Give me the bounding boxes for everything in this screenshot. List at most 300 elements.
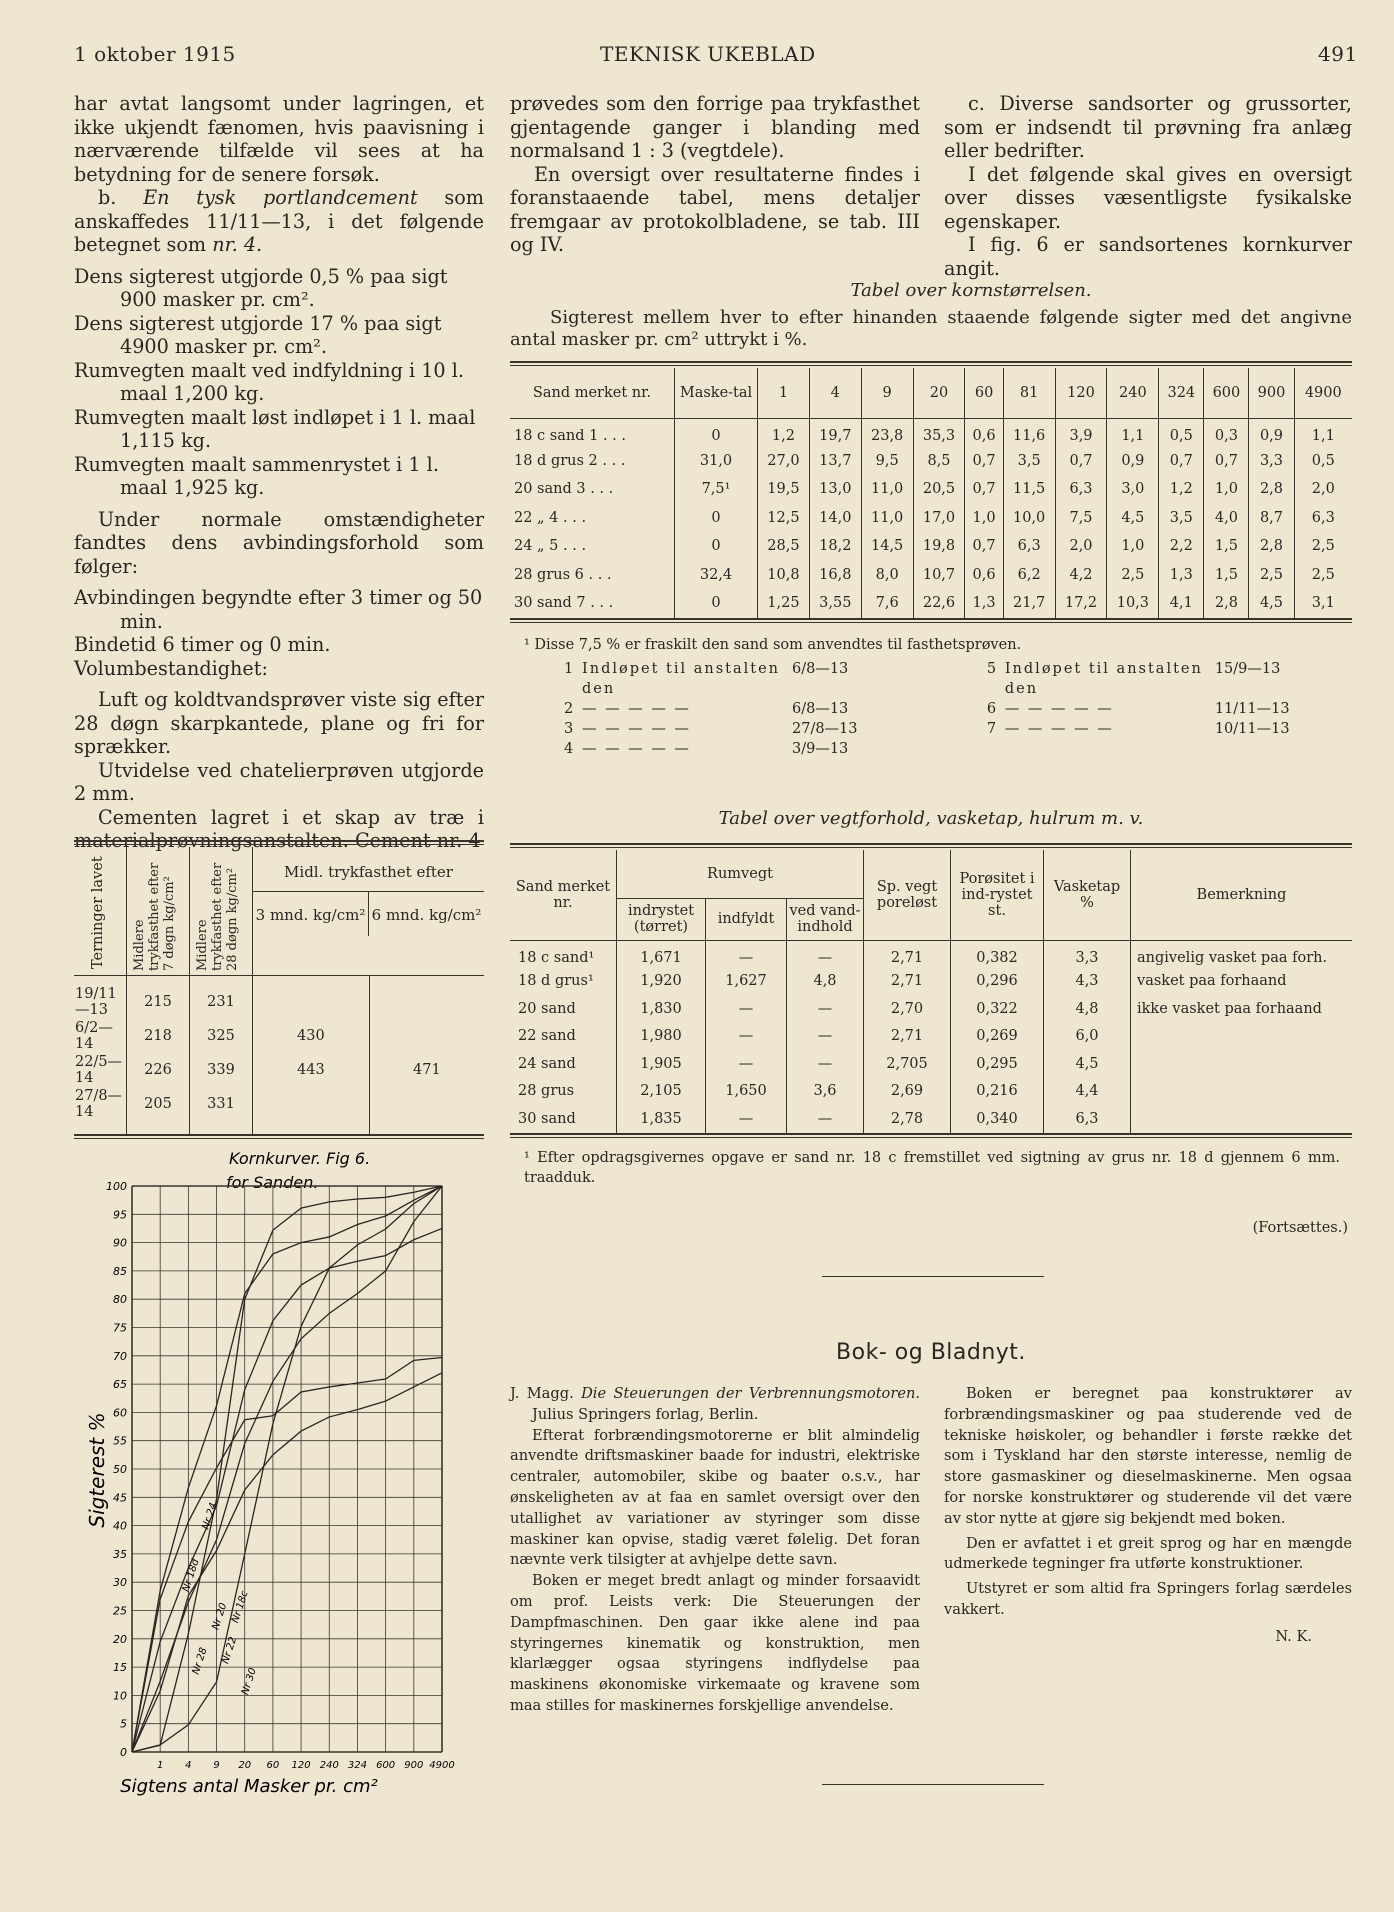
- table-cell: 4,2: [1055, 561, 1107, 590]
- table-cell: 2,69: [864, 1078, 951, 1106]
- table-cell: 325: [190, 1019, 253, 1053]
- table-cell: 1,830: [617, 995, 706, 1023]
- table-cell: 22 sand: [510, 1023, 617, 1051]
- col1-line: Dens sigterest utgjorde 0,5 % paa sigt 900 masker pr. cm².: [74, 264, 448, 311]
- table-cell: 28,5: [758, 532, 810, 561]
- series-label: Nr 18d: [180, 1557, 202, 1594]
- header-sieve: 60: [965, 368, 1003, 418]
- bok-paragraph: Utstyret er som altid fra Springers forlag særdeles vakkert.: [944, 1580, 1352, 1618]
- table-row: [510, 475, 1352, 504]
- table-cell: 2,8: [1249, 475, 1294, 504]
- col1-line: Rumvegten maalt sammenrystet i 1 l. maal 1,925 kg.: [74, 452, 439, 499]
- table-cell: 0,340: [951, 1105, 1044, 1133]
- table-cell: 35,3: [913, 418, 965, 447]
- x-tick-label: 324: [347, 1760, 368, 1771]
- grain-table-top-rule: [510, 361, 1352, 366]
- table-cell: 331: [190, 1087, 253, 1134]
- table-cell: 1,0: [1204, 475, 1249, 504]
- x-tick-label: 20: [238, 1760, 252, 1771]
- y-tick-label: 50: [113, 1463, 127, 1476]
- y-tick-label: 30: [113, 1576, 127, 1590]
- table-top-rule: [74, 840, 484, 845]
- table-cell: 11,6: [1003, 418, 1055, 447]
- delivery-num: 4: [564, 740, 574, 757]
- table-cell: 0: [675, 418, 758, 447]
- table-cell: 215: [127, 976, 190, 1019]
- table-cell: 0,7: [965, 475, 1003, 504]
- table-cell: 2,78: [864, 1105, 951, 1133]
- table-cell: 1,3: [1159, 561, 1204, 590]
- item-label: b.: [98, 186, 117, 209]
- table-cell: 7,5: [1055, 504, 1107, 533]
- y-tick-label: 100: [106, 1180, 127, 1193]
- header-sieve: 324: [1159, 368, 1204, 418]
- y-tick-label: 10: [113, 1689, 127, 1703]
- delivery-text: — — — — —: [1004, 700, 1114, 717]
- deliveries: [510, 659, 1352, 759]
- col1-paragraph-5: Utvidelse ved chatelierprøven utgjorde 2 mm.: [74, 758, 484, 805]
- table-cell: 20,5: [913, 475, 965, 504]
- header-maske: Maske-tal: [675, 368, 758, 418]
- delivery-num: 7: [986, 720, 997, 737]
- y-tick-label: 65: [113, 1378, 127, 1392]
- bok-signature: N. K.: [1275, 1627, 1312, 1645]
- x-tick-label: 4: [185, 1760, 192, 1771]
- y-tick-label: 5: [120, 1717, 127, 1731]
- table-cell: 4,8: [787, 968, 864, 996]
- table-cell: 20 sand: [510, 995, 617, 1023]
- table-cell: —: [787, 1105, 864, 1133]
- table-cell: 226: [127, 1053, 190, 1087]
- table-cell: 1,1: [1311, 428, 1335, 444]
- grain-table: [510, 368, 1352, 618]
- table-cell: 11,5: [1003, 475, 1055, 504]
- delivery-date: 3/9—13: [792, 740, 849, 757]
- table-row: [510, 561, 1352, 590]
- delivery-date: 6/8—13: [792, 700, 849, 717]
- table-row: [510, 447, 1352, 476]
- series-label: Nr 18c: [230, 1589, 251, 1625]
- table-cell: 6,3: [1055, 475, 1107, 504]
- table-cell: 4,1: [1159, 589, 1204, 618]
- continued-note: (Fortsættes.): [1252, 1220, 1348, 1236]
- table-cell: 1,905: [617, 1050, 706, 1078]
- bok-author: J. Magg.: [510, 1385, 574, 1402]
- header-sp-vegt: Sp. vegt poreløst: [864, 850, 951, 940]
- delivery-text: — — — — —: [582, 700, 691, 717]
- table-cell: 7,6: [861, 589, 913, 618]
- table-row: [74, 976, 484, 1019]
- weight-table-title: Tabel over vegtforhold, vasketap, hulrum m. v.: [718, 808, 1144, 829]
- header-sieve: 240: [1107, 368, 1159, 418]
- table-cell: —: [787, 1023, 864, 1051]
- table-row: [510, 504, 1352, 533]
- table-cell: 1,627: [706, 968, 787, 996]
- delivery-line: [987, 699, 1352, 719]
- table-cell: 2,71: [864, 968, 951, 996]
- p2-text-2: , i det følgende betegnet som: [74, 209, 484, 256]
- table-cell: 10,0: [1003, 504, 1055, 533]
- page-date: 1 oktober 1915: [74, 42, 236, 66]
- table-row: [510, 1078, 1352, 1106]
- table-cell: 32,4: [675, 561, 758, 590]
- table-cell: 2,705: [864, 1050, 951, 1078]
- delivery-num: 3: [564, 720, 574, 737]
- table-cell: 3,6: [787, 1078, 864, 1106]
- table-cell: —: [706, 940, 787, 968]
- col1-paragraph-4: Luft og koldtvandsprøver viste sig efter 28 døgn skarpkantede, plane og fri for sprækker.: [74, 688, 484, 758]
- cement-number: nr. 4.: [212, 233, 263, 256]
- table-cell: 471: [413, 1061, 441, 1078]
- y-tick-label: 15: [113, 1661, 127, 1675]
- deliveries-left: [510, 659, 987, 759]
- table-cell: angivelig vasket paa forh.: [1137, 949, 1328, 966]
- y-tick-label: 55: [113, 1434, 127, 1448]
- delivery-text: — — — — —: [582, 720, 691, 737]
- table-cell: 0,269: [951, 1023, 1044, 1051]
- row-label: 20 sand 3 . . .: [510, 475, 675, 504]
- divider: [822, 1276, 1044, 1277]
- table-row: [74, 1019, 484, 1053]
- series-label: Nr 30: [239, 1666, 259, 1697]
- strength-table: [74, 840, 484, 1139]
- delivery-text: — — — — —: [1004, 720, 1114, 737]
- col1-line: Volumbestandighet:: [74, 656, 268, 680]
- chart-ylabel: Sigterest %: [85, 1412, 109, 1528]
- table-cell: 2,5: [1249, 561, 1294, 590]
- header-sieve: 120: [1055, 368, 1107, 418]
- table-header-row: [510, 368, 1352, 418]
- chart-subtitle: for Sanden.: [226, 1173, 319, 1192]
- table-cell: 19,5: [758, 475, 810, 504]
- journal-title: TEKNISK UKEBLAD: [600, 42, 816, 66]
- header-rumvegt: Rumvegt: [617, 850, 864, 898]
- grain-table-title: Tabel over kornstørrelsen.: [850, 280, 1092, 301]
- table-cell: 3,0: [1107, 475, 1159, 504]
- table-cell: 0,7: [1204, 447, 1249, 476]
- table-cell: 0: [675, 589, 758, 618]
- table-cell: 6,0: [1044, 1023, 1131, 1051]
- header-terninger: Terninger lavet: [90, 855, 106, 969]
- table-cell: 2,8: [1249, 532, 1294, 561]
- table-cell: 22/5—14: [74, 1053, 127, 1087]
- delivery-date: 15/9—13: [1214, 660, 1281, 677]
- table-cell: 2,71: [864, 940, 951, 968]
- col2-paragraph-2: En oversigt over resultaterne findes i foranstaaende tabel, mens detaljer fremgaar av protokolbladene, se tab. III og IV.: [510, 162, 920, 256]
- bok-citation: [510, 1384, 920, 1426]
- grain-table-bottom-rule: [510, 618, 1352, 623]
- table-cell: 1,920: [617, 968, 706, 996]
- table-cell: 4,0: [1204, 504, 1249, 533]
- bok-right-column: [944, 1384, 1352, 1648]
- delivery-line: [564, 659, 987, 699]
- column-2: [510, 92, 920, 257]
- table-cell: 1,1: [1107, 418, 1159, 447]
- table-cell: 27/8—14: [74, 1087, 127, 1134]
- delivery-line: [564, 739, 987, 759]
- table-cell: 28 grus: [510, 1078, 617, 1106]
- header-cell: [190, 847, 253, 975]
- table-cell: [253, 976, 370, 1019]
- delivery-num: 6: [986, 700, 997, 717]
- table-cell: 8,0: [861, 561, 913, 590]
- table-row: [510, 418, 1352, 447]
- table-cell: 218: [127, 1019, 190, 1053]
- table-cell: 4,3: [1044, 968, 1131, 996]
- header-sieve: 1: [758, 368, 810, 418]
- header-6-mnd: 6 mnd. kg/cm²: [371, 906, 482, 924]
- y-tick-label: 90: [113, 1236, 127, 1250]
- table-row: [510, 532, 1352, 561]
- col1-paragraph-1: har avtat langsomt under lagringen, et ikke ukjendt fænomen, hvis paavisning i nærværende tilfælde vil sees at ha betydning for de senere forsøk.: [74, 92, 484, 186]
- table-cell: 0: [675, 532, 758, 561]
- table-cell: 3,3: [1249, 447, 1294, 476]
- table-cell: —: [787, 1050, 864, 1078]
- row-label: 18 c sand 1 . . .: [510, 418, 675, 447]
- y-tick-label: 20: [113, 1632, 127, 1646]
- table-cell: 0,9: [1249, 418, 1294, 447]
- table-cell: 3,5: [1003, 447, 1055, 476]
- y-tick-label: 35: [113, 1547, 127, 1561]
- header-ved-vand: ved vand-indhold: [787, 898, 864, 940]
- y-tick-label: 75: [113, 1321, 127, 1335]
- table-cell: 3,5: [1159, 504, 1204, 533]
- table-cell: 4,4: [1044, 1078, 1131, 1106]
- table-cell: 0,7: [965, 532, 1003, 561]
- series-label: Nr 24: [200, 1501, 220, 1532]
- table-cell: —: [706, 1023, 787, 1051]
- col1-line: Bindetid 6 timer og 0 min.: [74, 633, 331, 656]
- chart-xlabel: Sigtens antal Masker pr. cm²: [120, 1776, 378, 1797]
- header-sieve: 4900: [1294, 368, 1352, 418]
- table-cell: 1,0: [965, 504, 1003, 533]
- x-tick-label: 900: [404, 1760, 424, 1771]
- table-cell: 0,6: [965, 561, 1003, 590]
- header-7-dogn: Midlere trykfasthet efter 7 døgn kg/cm²: [132, 862, 177, 971]
- row-label: 18 d grus 2 . . .: [510, 447, 675, 476]
- delivery-line: [987, 719, 1352, 739]
- col1-line: Rumvegten maalt ved indfyldning i 10 l. maal 1,200 kg.: [74, 358, 464, 405]
- table-cell: 18,2: [809, 532, 861, 561]
- table-cell: ikke vasket paa forhaand: [1137, 1000, 1322, 1017]
- x-tick-label: 600: [376, 1760, 396, 1771]
- table-row: [510, 968, 1352, 996]
- delivery-line: [564, 699, 987, 719]
- table-cell: 2,0: [1311, 481, 1335, 498]
- col2-paragraph-1: prøvedes som den forrige paa trykfasthet gjentagende ganger i blanding med normalsand 1 : 3 (vegtdele).: [510, 92, 920, 162]
- series-line: [132, 1357, 442, 1752]
- table-cell: vasket paa forhaand: [1137, 973, 1287, 990]
- table-cell: [369, 1019, 484, 1053]
- table-cell: 0: [675, 504, 758, 533]
- table-cell: 2,5: [1107, 561, 1159, 590]
- grain-table-intro: Sigterest mellem hver to efter hinanden staaende følgende sigter med det angivne antal masker pr. cm² uttrykt i %.: [510, 307, 1352, 350]
- table-cell: 11,0: [861, 504, 913, 533]
- table-cell: 3,9: [1055, 418, 1107, 447]
- delivery-line: [987, 659, 1352, 699]
- table-cell: 22,6: [913, 589, 965, 618]
- bok-heading: Bok- og Bladnyt.: [836, 1340, 1026, 1365]
- table-cell: 443: [253, 1053, 370, 1087]
- table-cell: 3,1: [1311, 595, 1335, 612]
- table-cell: 31,0: [675, 447, 758, 476]
- table-cell: 1,5: [1204, 532, 1249, 561]
- delivery-num: 2: [564, 700, 574, 717]
- table-cell: 2,70: [864, 995, 951, 1023]
- table-cell: 4,8: [1044, 995, 1131, 1023]
- table-cell: 17,2: [1055, 589, 1107, 618]
- table-cell: 0,322: [951, 995, 1044, 1023]
- table-cell: 1,980: [617, 1023, 706, 1051]
- grain-table-section: [510, 280, 1352, 759]
- chart-title: Kornkurver. Fig 6.: [229, 1149, 371, 1168]
- header-3-mnd: 3 mnd. kg/cm²: [253, 892, 369, 936]
- table-cell: 1,3: [965, 589, 1003, 618]
- bok-paragraph: Boken er meget bredt anlagt og minder forsaavidt om prof. Leists verk: Die Steuerungen der Dampfmaschinen. Den gaar ikke alene ind paa styringernes kinematik og konstruktion, men klarlægger ogsaa styringens indflydelse paa maskinens økonomiske virkemaate og kravene som maa stilles for maskinernes forskjellige anvendelse.: [510, 1572, 920, 1714]
- table-cell: 17,0: [913, 504, 965, 533]
- table-cell: [1131, 1105, 1353, 1133]
- delivery-date: 10/11—13: [1214, 720, 1290, 737]
- chart-grid: [106, 1180, 455, 1771]
- col1-paragraph-3: Under normale omstændigheter fandtes dens avbindingsforhold som følger:: [74, 507, 484, 578]
- table-cell: 1,25: [758, 589, 810, 618]
- table-cell: 1,671: [617, 940, 706, 968]
- delivery-text: Indløpet til anstalten den: [582, 660, 781, 697]
- table-cell: —: [787, 995, 864, 1023]
- delivery-line: [564, 719, 987, 739]
- header-indrystet: indrystet (tørret): [617, 898, 706, 940]
- strength-body: [74, 976, 484, 1134]
- table-cell: 8,5: [913, 447, 965, 476]
- table-cell: 1,835: [617, 1105, 706, 1133]
- delivery-date: 27/8—13: [792, 720, 858, 737]
- table-cell: 3,3: [1044, 940, 1131, 968]
- p2-text: som anskaffedes: [74, 186, 484, 233]
- table-cell: 1,2: [1159, 475, 1204, 504]
- header-sieve: 4: [809, 368, 861, 418]
- page-number: 491: [1318, 42, 1358, 66]
- table-cell: —: [706, 995, 787, 1023]
- table-cell: 0,7: [1159, 447, 1204, 476]
- table-cell: 205: [127, 1087, 190, 1134]
- bok-paragraph: Den er avfattet i et greit sprog og har en mængde udmerkede tegninger fra utførte konstruktioner.: [944, 1534, 1352, 1573]
- x-tick-label: 4900: [429, 1760, 455, 1771]
- table-cell: 8,7: [1249, 504, 1294, 533]
- header-cell: [127, 847, 190, 975]
- x-tick-label: 1: [156, 1760, 164, 1771]
- table-cell: —: [706, 1105, 787, 1133]
- col3-paragraph-2: I det følgende skal gives en oversigt over disses væsentligste fysikalske egenskaper.: [944, 162, 1352, 233]
- table-cell: 6,3: [1044, 1105, 1131, 1133]
- table-cell: [369, 1087, 484, 1134]
- header-sand: Sand merket nr.: [510, 368, 675, 418]
- table-row: [510, 1105, 1352, 1133]
- table-cell: 2,2: [1159, 532, 1204, 561]
- header-sieve: 9: [861, 368, 913, 418]
- table-cell: 1,2: [758, 418, 810, 447]
- y-tick-label: 45: [113, 1491, 127, 1505]
- header-porositet: Porøsitet i ind-rystet st.: [951, 850, 1044, 940]
- delivery-text: Indløpet til anstalten den: [1004, 660, 1203, 697]
- table-cell: 10,7: [913, 561, 965, 590]
- header-cell: [74, 847, 127, 975]
- series-label: Nr 20: [210, 1601, 230, 1632]
- x-tick-label: 60: [266, 1760, 280, 1771]
- weight-table-section: [510, 808, 1352, 1236]
- col1-line: Rumvegten maalt løst indløpet i 1 l. maal 1,115 kg.: [74, 405, 476, 452]
- table-cell: 19,8: [913, 532, 965, 561]
- weight-body: [510, 940, 1352, 1133]
- table-cell: 6,2: [1003, 561, 1055, 590]
- header-sand: Sand merket nr.: [510, 850, 617, 940]
- table-cell: 6/2—14: [74, 1019, 127, 1053]
- table-cell: 19/11—13: [74, 976, 127, 1019]
- header-sieve: 20: [913, 368, 965, 418]
- table-cell: 2,5: [1311, 538, 1335, 555]
- table-cell: 10,8: [758, 561, 810, 590]
- bok-title: Die Steuerungen der Verbrennungsmotoren.: [581, 1385, 920, 1402]
- table-row: [510, 589, 1352, 618]
- x-tick-label: 120: [291, 1760, 311, 1771]
- header-vasketap: Vasketap %: [1044, 850, 1131, 940]
- header-indfyldt: indfyldt: [706, 898, 787, 940]
- y-tick-label: 85: [113, 1264, 127, 1278]
- p2-date: 11/11—13: [206, 209, 306, 233]
- x-tick-label: 9: [213, 1760, 220, 1771]
- table-cell: 30 sand: [510, 1105, 617, 1133]
- table-cell: 231: [190, 976, 253, 1019]
- table-row: [510, 995, 1352, 1023]
- table-cell: 19,7: [809, 418, 861, 447]
- table-cell: [1131, 1078, 1353, 1106]
- table-cell: 13,7: [809, 447, 861, 476]
- table-cell: [369, 976, 484, 1019]
- col1-paragraph-6: Cementen lagret i et skap av træ i materialprøvningsanstalten. Cement nr. 4: [74, 805, 484, 852]
- y-tick-label: 80: [113, 1293, 127, 1307]
- col3-paragraph-1: c. Diverse sandsorter og grussorter, som er indsendt til prøvning fra anlæg eller bedrifter.: [944, 92, 1352, 162]
- table-cell: 6,3: [1003, 532, 1055, 561]
- grain-footnote: ¹ Disse 7,5 % er fraskilt den sand som anvendtes til fasthetsprøven.: [524, 636, 1022, 653]
- table-cell: 14,5: [861, 532, 913, 561]
- table-cell: 0,5: [1311, 452, 1335, 469]
- y-tick-label: 70: [113, 1349, 127, 1363]
- table-cell: 0,7: [1055, 447, 1107, 476]
- row-label: 22 „ 4 . . .: [510, 504, 675, 533]
- row-label: 28 grus 6 . . .: [510, 561, 675, 590]
- bok-paragraph: Efterat forbrændingsmotorerne er blit almindelig anvendte driftsmaskiner baade for industri, elektriske centraler, automobiler, skibe og baater o.s.v., har ønskeligheten av at faa en samlet oversigt over den utallighet av variationer av styringer som disse maskiner kan opvise, stadig været følelig. Det foran nævnte verk tilsigter at avhjelpe dette savn.: [510, 1426, 920, 1569]
- header-28-dogn: Midlere trykfasthet efter 28 døgn kg/cm²: [195, 862, 240, 971]
- table-cell: [1131, 1023, 1353, 1051]
- delivery-num: 5: [986, 660, 997, 677]
- table-cell: 13,0: [809, 475, 861, 504]
- table-cell: 3,55: [809, 589, 861, 618]
- table-cell: [1131, 1050, 1353, 1078]
- table-cell: 1,5: [1204, 561, 1249, 590]
- table-cell: 0,5: [1159, 418, 1204, 447]
- table-cell: 16,8: [809, 561, 861, 590]
- header-sieve: 81: [1003, 368, 1055, 418]
- table-cell: 0,295: [951, 1050, 1044, 1078]
- header-sieve: 600: [1204, 368, 1249, 418]
- table-cell: 339: [190, 1053, 253, 1087]
- delivery-date: 6/8—13: [792, 660, 849, 677]
- col1-paragraph-2: [74, 186, 484, 257]
- table-cell: 2,71: [864, 1023, 951, 1051]
- bok-publisher: Julius Springers forlag, Berlin.: [532, 1405, 759, 1423]
- table-cell: 0,9: [1107, 447, 1159, 476]
- deliveries-right: [987, 659, 1352, 759]
- table-cell: 10,3: [1107, 589, 1159, 618]
